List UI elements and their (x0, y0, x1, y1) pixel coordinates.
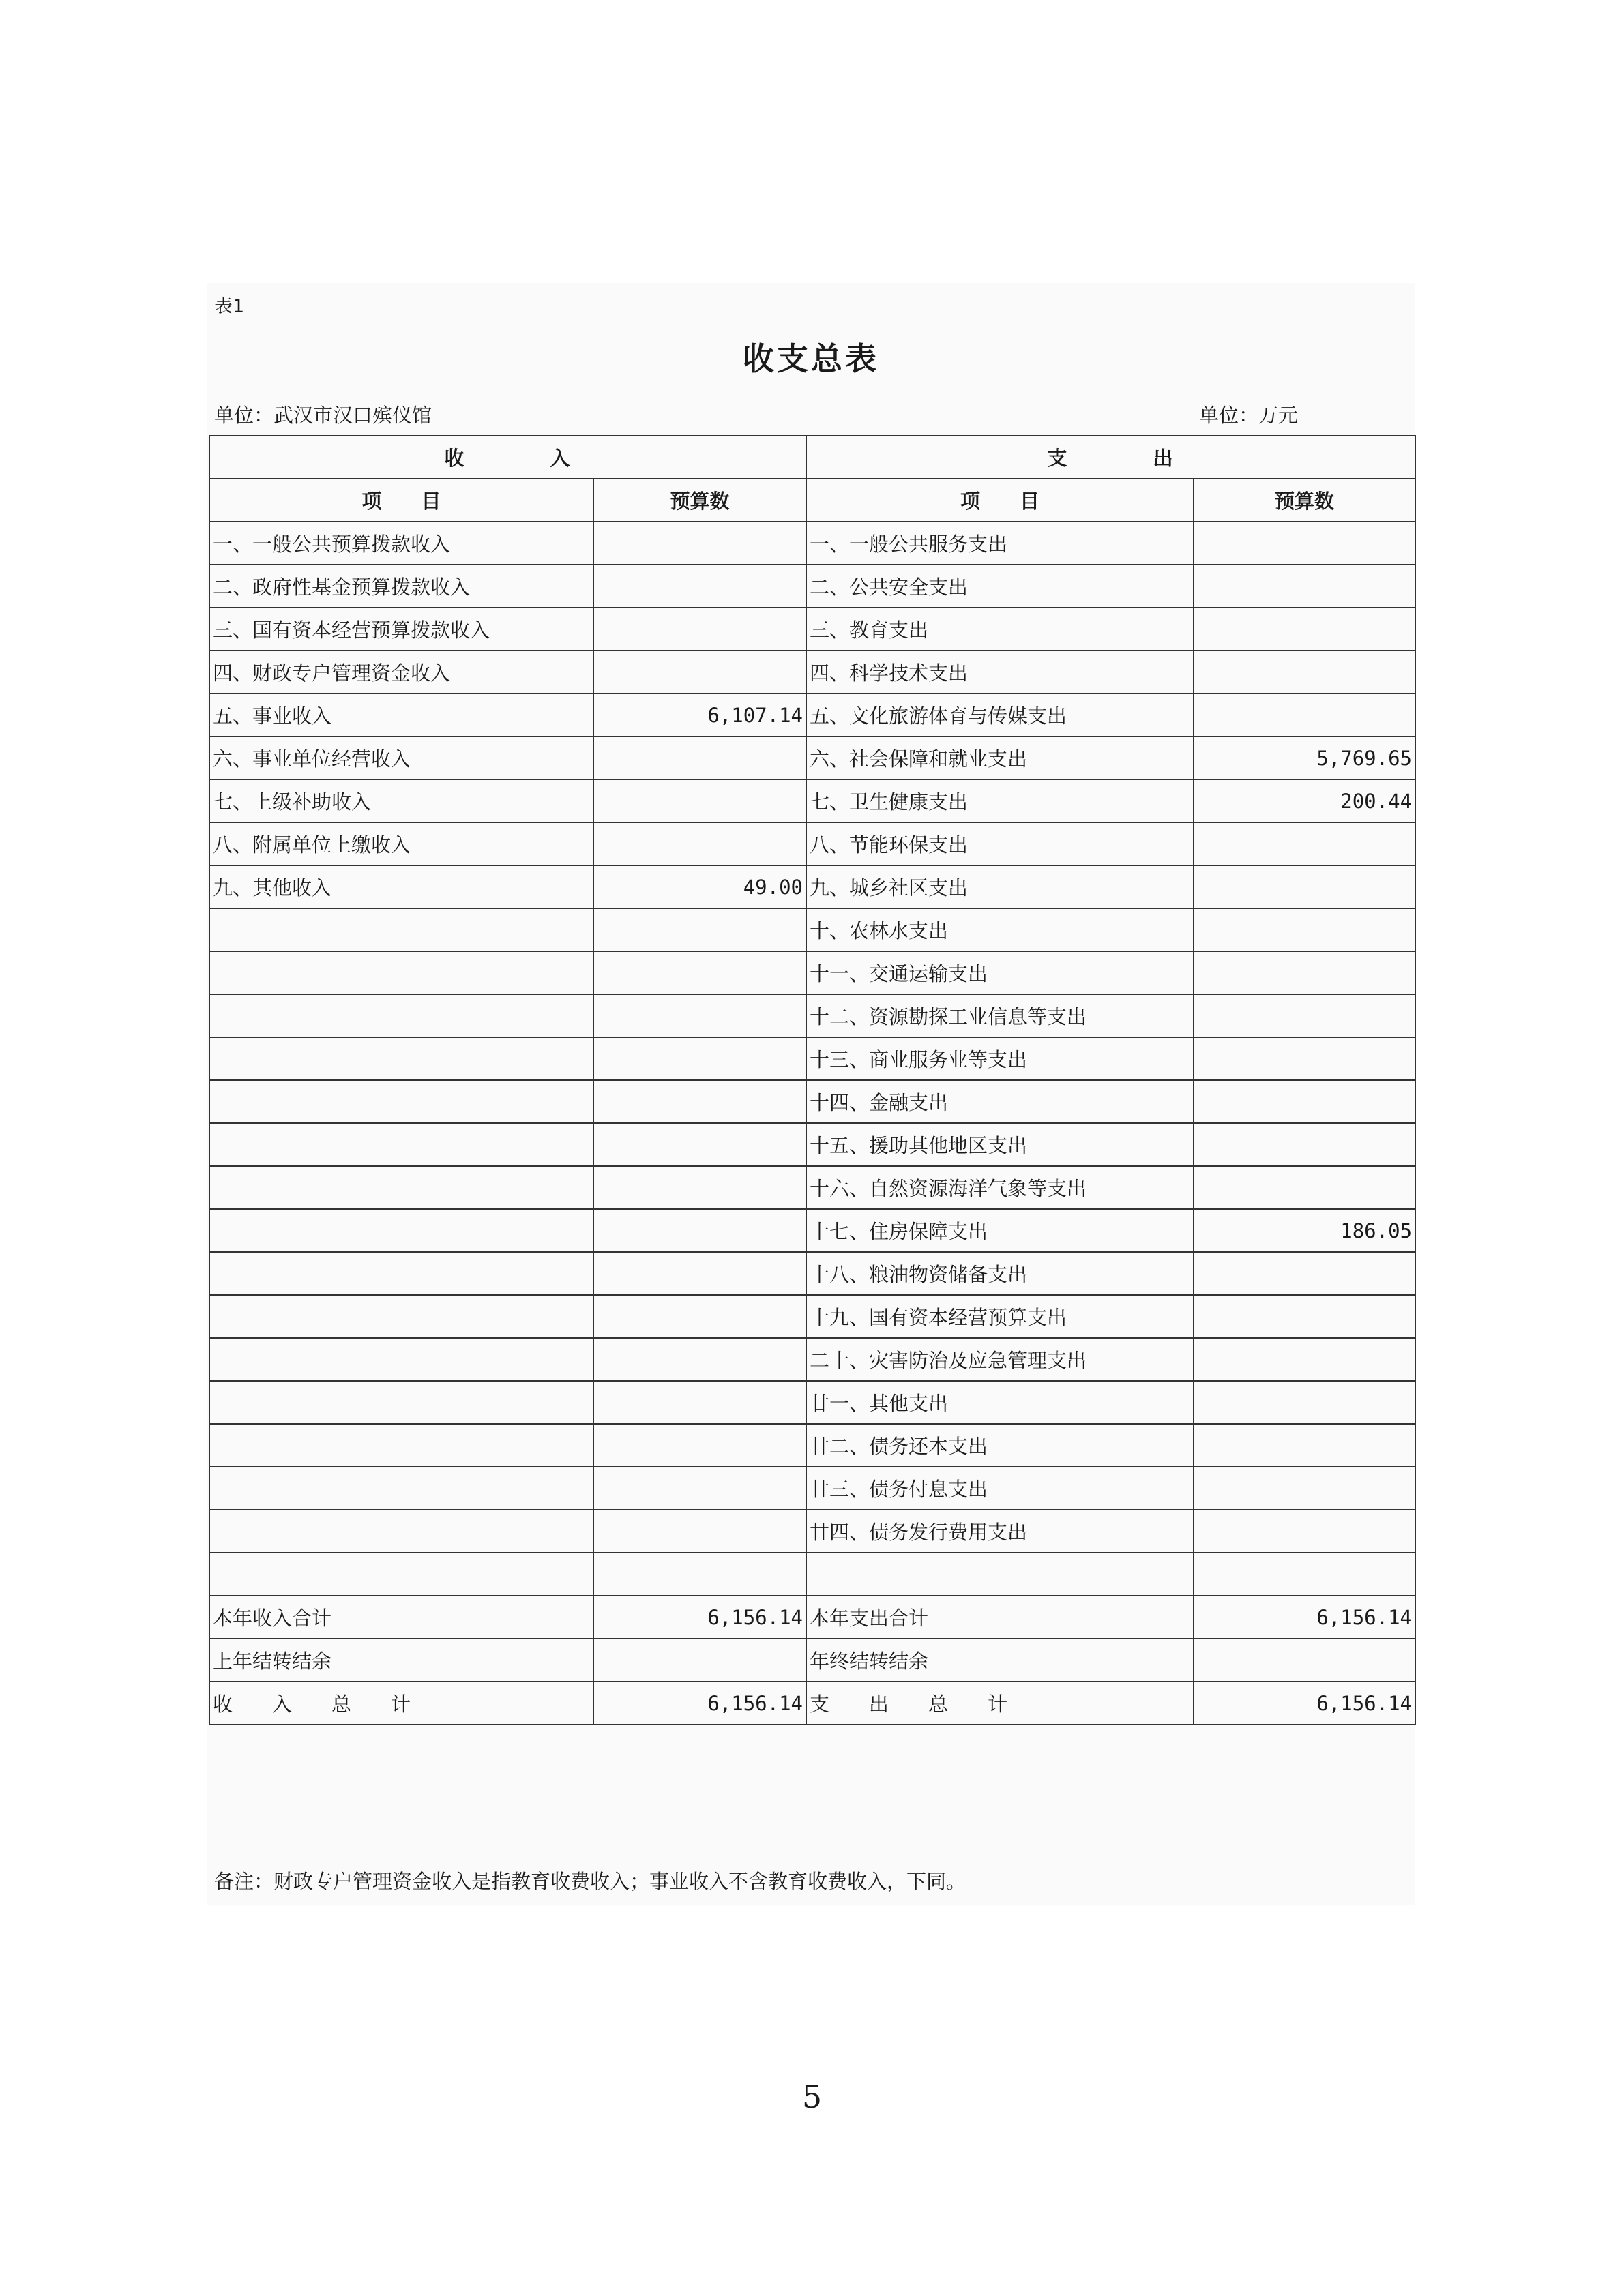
table-row (209, 1510, 1415, 1553)
income-item-cell (209, 994, 593, 1037)
income-amount-cell (593, 1080, 806, 1123)
expense-amount-cell (1194, 1467, 1415, 1510)
expense-amount-cell: 200.44 (1194, 779, 1415, 822)
income-item-cell (209, 1209, 593, 1252)
expense-amount-cell (1194, 1553, 1415, 1596)
expense-amount-cell (1194, 1424, 1415, 1467)
table-row (209, 694, 1415, 736)
expense-amount-cell (1194, 1381, 1415, 1424)
income-item-cell: 二、政府性基金预算拨款收入 (209, 565, 593, 608)
income-item-cell (209, 908, 593, 951)
income-amount-header: 预算数 (593, 479, 806, 522)
income-amount-cell (593, 779, 806, 822)
expense-item-header: 项 目 (806, 479, 1194, 522)
budget-summary-table (209, 435, 1416, 1725)
table-row (209, 1467, 1415, 1510)
expense-item-cell: 廿一、其他支出 (806, 1381, 1194, 1424)
expense-amount-cell: 5,769.65 (1194, 736, 1415, 779)
income-amount-cell (593, 822, 806, 865)
table-row (209, 522, 1415, 565)
expense-amount-cell: 186.05 (1194, 1209, 1415, 1252)
expense-item-cell: 二、公共安全支出 (806, 565, 1194, 608)
expense-amount-cell (1194, 1252, 1415, 1295)
income-amount-cell: 6,107.14 (593, 694, 806, 736)
income-item-cell (209, 1424, 593, 1467)
expense-amount-cell: 6,156.14 (1194, 1682, 1415, 1725)
expense-item-cell: 八、节能环保支出 (806, 822, 1194, 865)
expense-item-cell: 六、社会保障和就业支出 (806, 736, 1194, 779)
expense-item-cell: 年终结转结余 (806, 1639, 1194, 1682)
income-amount-cell (593, 1295, 806, 1338)
table-row (209, 1424, 1415, 1467)
income-amount-cell (593, 951, 806, 994)
income-amount-cell (593, 1338, 806, 1381)
section-header-row (209, 436, 1415, 479)
expense-item-cell: 十四、金融支出 (806, 1080, 1194, 1123)
expense-item-cell: 十九、国有资本经营预算支出 (806, 1295, 1194, 1338)
income-item-cell (209, 1510, 593, 1553)
expense-item-cell: 九、城乡社区支出 (806, 865, 1194, 908)
expense-item-cell: 十、农林水支出 (806, 908, 1194, 951)
expense-item-cell: 四、科学技术支出 (806, 651, 1194, 694)
expense-item-cell: 二十、灾害防治及应急管理支出 (806, 1338, 1194, 1381)
expense-item-cell: 十六、自然资源海洋气象等支出 (806, 1166, 1194, 1209)
expense-amount-cell (1194, 1166, 1415, 1209)
footnote: 备注：财政专户管理资金收入是指教育收费收入；事业收入不含教育收费收入，下同。 (214, 1870, 966, 1893)
income-item-cell: 三、国有资本经营预算拨款收入 (209, 608, 593, 651)
table-row (209, 951, 1415, 994)
expense-item-cell: 十二、资源勘探工业信息等支出 (806, 994, 1194, 1037)
income-item-cell: 七、上级补助收入 (209, 779, 593, 822)
income-item-cell (209, 1553, 593, 1596)
income-amount-cell (593, 1166, 806, 1209)
income-item-cell: 六、事业单位经营收入 (209, 736, 593, 779)
table-row (209, 1252, 1415, 1295)
table-row (209, 608, 1415, 651)
income-amount-cell (593, 1424, 806, 1467)
expense-amount-cell (1194, 565, 1415, 608)
expense-item-cell: 十七、住房保障支出 (806, 1209, 1194, 1252)
table-row (209, 1682, 1415, 1725)
expense-amount-cell (1194, 694, 1415, 736)
expense-item-cell: 五、文化旅游体育与传媒支出 (806, 694, 1194, 736)
expense-amount-cell: 6,156.14 (1194, 1596, 1415, 1639)
expense-amount-cell (1194, 1639, 1415, 1682)
income-amount-cell: 6,156.14 (593, 1682, 806, 1725)
expense-amount-cell (1194, 994, 1415, 1037)
expense-amount-cell (1194, 608, 1415, 651)
expense-item-cell: 三、教育支出 (806, 608, 1194, 651)
expense-amount-cell (1194, 1338, 1415, 1381)
expense-item-cell: 廿四、债务发行费用支出 (806, 1510, 1194, 1553)
expense-item-cell: 本年支出合计 (806, 1596, 1194, 1639)
expense-section-header: 支 出 (806, 436, 1415, 479)
income-item-cell (209, 1381, 593, 1424)
income-amount-cell (593, 522, 806, 565)
table-row (209, 994, 1415, 1037)
income-item-cell: 五、事业收入 (209, 694, 593, 736)
expense-item-cell (806, 1553, 1194, 1596)
column-header-row (209, 479, 1415, 522)
income-amount-cell (593, 1252, 806, 1295)
income-amount-cell (593, 565, 806, 608)
table-row (209, 865, 1415, 908)
income-item-cell: 本年收入合计 (209, 1596, 593, 1639)
income-amount-cell: 6,156.14 (593, 1596, 806, 1639)
income-item-cell (209, 1080, 593, 1123)
table-row (209, 1596, 1415, 1639)
expense-item-cell: 七、卫生健康支出 (806, 779, 1194, 822)
expense-amount-cell (1194, 1510, 1415, 1553)
expense-amount-cell (1194, 651, 1415, 694)
table-row (209, 1381, 1415, 1424)
table-row (209, 651, 1415, 694)
table-row (209, 1553, 1415, 1596)
income-amount-cell: 49.00 (593, 865, 806, 908)
income-item-cell (209, 1295, 593, 1338)
table-row (209, 1080, 1415, 1123)
table-row (209, 1639, 1415, 1682)
income-item-cell: 收 入 总 计 (209, 1682, 593, 1725)
expense-amount-cell (1194, 522, 1415, 565)
income-item-cell: 上年结转结余 (209, 1639, 593, 1682)
income-item-cell (209, 1252, 593, 1295)
table-row (209, 1338, 1415, 1381)
expense-item-cell: 十八、粮油物资储备支出 (806, 1252, 1194, 1295)
table-row (209, 908, 1415, 951)
income-amount-cell (593, 1510, 806, 1553)
income-amount-cell (593, 1037, 806, 1080)
table-row (209, 736, 1415, 779)
table-row (209, 1123, 1415, 1166)
income-item-header: 项 目 (209, 479, 593, 522)
unit-currency: 单位：万元 (1199, 404, 1299, 427)
table-row (209, 1295, 1415, 1338)
income-item-cell (209, 1037, 593, 1080)
expense-amount-cell (1194, 1037, 1415, 1080)
table-row (209, 779, 1415, 822)
expense-item-cell: 十五、援助其他地区支出 (806, 1123, 1194, 1166)
table-label: 表1 (214, 296, 245, 317)
income-amount-cell (593, 651, 806, 694)
expense-item-cell: 十三、商业服务业等支出 (806, 1037, 1194, 1080)
expense-amount-cell (1194, 951, 1415, 994)
income-item-cell (209, 1123, 593, 1166)
income-item-cell (209, 1166, 593, 1209)
table-row (209, 1037, 1415, 1080)
income-amount-cell (593, 736, 806, 779)
income-item-cell: 四、财政专户管理资金收入 (209, 651, 593, 694)
expense-amount-cell (1194, 908, 1415, 951)
income-item-cell: 一、一般公共预算拨款收入 (209, 522, 593, 565)
expense-item-cell: 十一、交通运输支出 (806, 951, 1194, 994)
income-amount-cell (593, 1553, 806, 1596)
expense-item-cell: 廿三、债务付息支出 (806, 1467, 1194, 1510)
income-amount-cell (593, 608, 806, 651)
page-number: 5 (801, 2078, 823, 2115)
table-row (209, 1166, 1415, 1209)
table-row (209, 565, 1415, 608)
table-row (209, 822, 1415, 865)
unit-organization: 单位：武汉市汉口殡仪馆 (214, 404, 432, 427)
table-row (209, 1209, 1415, 1252)
expense-amount-cell (1194, 865, 1415, 908)
income-amount-cell (593, 1209, 806, 1252)
income-item-cell (209, 1338, 593, 1381)
income-item-cell: 九、其他收入 (209, 865, 593, 908)
income-item-cell: 八、附属单位上缴收入 (209, 822, 593, 865)
expense-amount-header: 预算数 (1194, 479, 1415, 522)
income-amount-cell (593, 1467, 806, 1510)
expense-item-cell: 支 出 总 计 (806, 1682, 1194, 1725)
expense-amount-cell (1194, 1080, 1415, 1123)
expense-amount-cell (1194, 822, 1415, 865)
expense-item-cell: 一、一般公共服务支出 (806, 522, 1194, 565)
income-amount-cell (593, 1123, 806, 1166)
expense-item-cell: 廿二、债务还本支出 (806, 1424, 1194, 1467)
expense-amount-cell (1194, 1295, 1415, 1338)
income-amount-cell (593, 994, 806, 1037)
page-title: 收支总表 (743, 340, 879, 377)
expense-amount-cell (1194, 1123, 1415, 1166)
income-amount-cell (593, 1639, 806, 1682)
income-item-cell (209, 951, 593, 994)
income-amount-cell (593, 908, 806, 951)
income-section-header: 收 入 (209, 436, 806, 479)
income-item-cell (209, 1467, 593, 1510)
income-amount-cell (593, 1381, 806, 1424)
